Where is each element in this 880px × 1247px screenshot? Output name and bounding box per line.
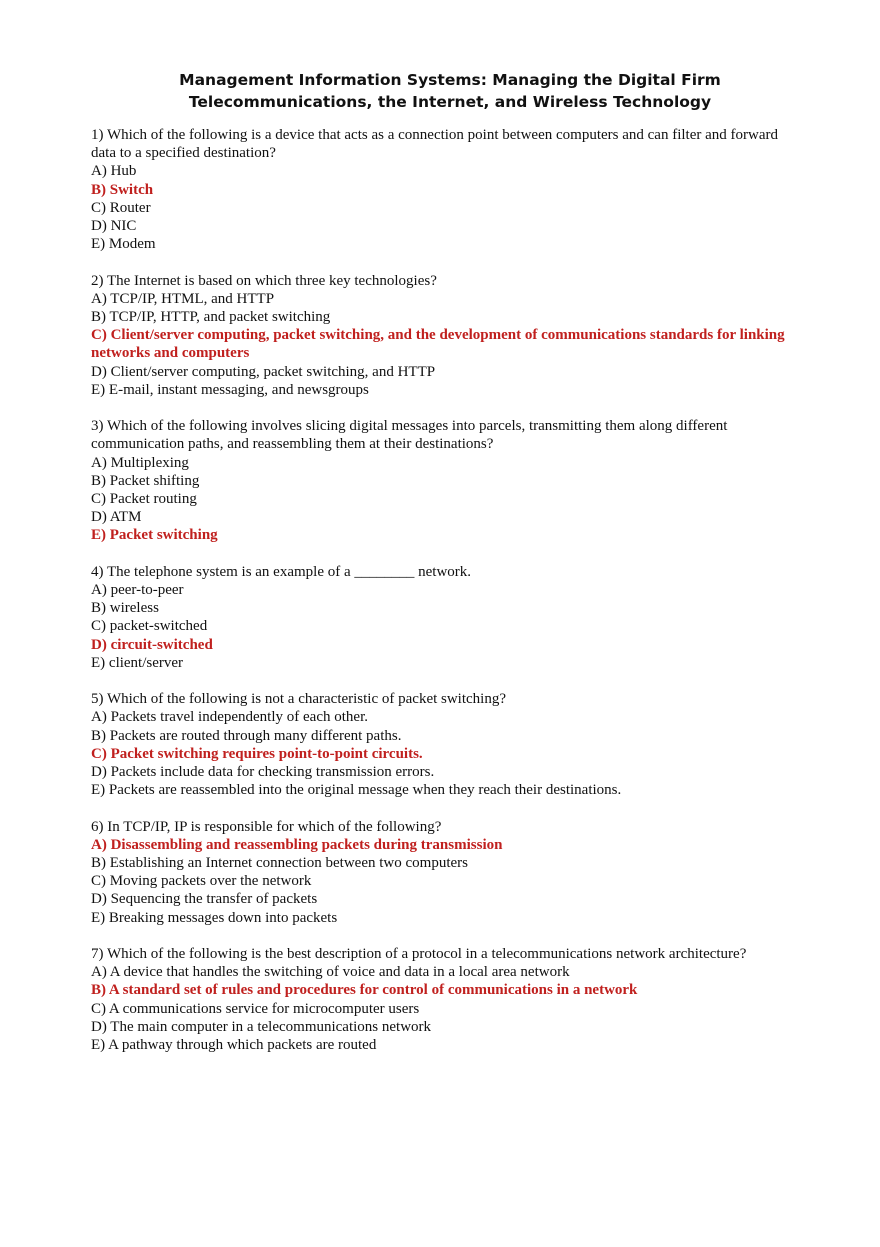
question-stem: 5) Which of the following is not a characteristic of packet switching? xyxy=(91,691,507,708)
answer-option: D) ATM xyxy=(91,509,142,526)
answer-option: C) A communications service for microcomputer users xyxy=(91,1000,420,1017)
correct-answer-option: E) Packet switching xyxy=(91,527,218,544)
question-1 xyxy=(91,126,791,253)
answer-option: A) peer-to-peer xyxy=(91,582,184,599)
correct-answer-option: A) Disassembling and reassembling packets during transmission xyxy=(91,836,503,853)
title-line-1: Management Information Systems: Managing the Digital Firm xyxy=(179,71,721,89)
question-list xyxy=(91,126,791,1072)
answer-option: A) A device that handles the switching of voice and data in a local area network xyxy=(91,964,570,981)
question-3 xyxy=(91,417,791,544)
correct-answer-option: C) Packet switching requires point-to-point circuits. xyxy=(91,745,423,762)
question-stem: 1) Which of the following is a device that acts as a connection point between computers and can filter and forward data to a specified destination? xyxy=(91,127,778,162)
answer-option: D) Packets include data for checking transmission errors. xyxy=(91,764,435,781)
question-7 xyxy=(91,945,791,1054)
title-line-2: Telecommunications, the Internet, and Wireless Technology xyxy=(188,93,712,111)
answer-option: B) Establishing an Internet connection between two computers xyxy=(91,855,468,872)
answer-option: B) Packet shifting xyxy=(91,472,200,489)
answer-option: E) Breaking messages down into packets xyxy=(91,909,338,926)
correct-answer-option: B) A standard set of rules and procedures for control of communications in a network xyxy=(91,982,638,999)
answer-option: C) packet-switched xyxy=(91,618,208,635)
correct-answer-option: B) Switch xyxy=(91,181,154,198)
answer-option: D) Client/server computing, packet switching, and HTTP xyxy=(91,363,436,380)
answer-option: E) A pathway through which packets are routed xyxy=(91,1037,377,1054)
answer-option: B) wireless xyxy=(91,600,159,617)
question-stem: 2) The Internet is based on which three key technologies? xyxy=(91,272,437,289)
question-4 xyxy=(91,563,791,672)
answer-option: D) Sequencing the transfer of packets xyxy=(91,891,318,908)
answer-option: E) Modem xyxy=(91,236,156,253)
question-stem: 3) Which of the following involves slicing digital messages into parcels, transmitting them along different communication paths, and reassembling them at their destinations? xyxy=(91,418,728,453)
answer-option: C) Router xyxy=(91,199,151,216)
answer-option: D) The main computer in a telecommunications network xyxy=(91,1018,432,1035)
answer-option: A) Multiplexing xyxy=(91,454,189,471)
question-5 xyxy=(91,690,791,799)
question-2 xyxy=(91,272,791,399)
answer-option: C) Packet routing xyxy=(91,491,197,508)
correct-answer-option: D) circuit-switched xyxy=(91,636,213,653)
answer-option: D) NIC xyxy=(91,218,137,235)
document-title xyxy=(0,69,880,113)
question-6 xyxy=(91,818,791,927)
answer-option: B) TCP/IP, HTTP, and packet switching xyxy=(91,309,331,326)
answer-option: A) TCP/IP, HTML, and HTTP xyxy=(91,290,275,307)
correct-answer-option: C) Client/server computing, packet switching, and the development of communications standards for linking networks and computers xyxy=(91,327,785,362)
question-stem: 4) The telephone system is an example of a ________ network. xyxy=(91,563,472,580)
answer-option: E) Packets are reassembled into the original message when they reach their destinations. xyxy=(91,782,622,799)
question-stem: 7) Which of the following is the best description of a protocol in a telecommunications network architecture? xyxy=(91,946,747,963)
answer-option: B) Packets are routed through many different paths. xyxy=(91,727,402,744)
answer-option: A) Hub xyxy=(91,163,137,180)
question-stem: 6) In TCP/IP, IP is responsible for which of the following? xyxy=(91,818,442,835)
answer-option: C) Moving packets over the network xyxy=(91,873,312,890)
answer-option: A) Packets travel independently of each other. xyxy=(91,709,368,726)
answer-option: E) E-mail, instant messaging, and newsgroups xyxy=(91,381,369,398)
answer-option: E) client/server xyxy=(91,654,184,671)
